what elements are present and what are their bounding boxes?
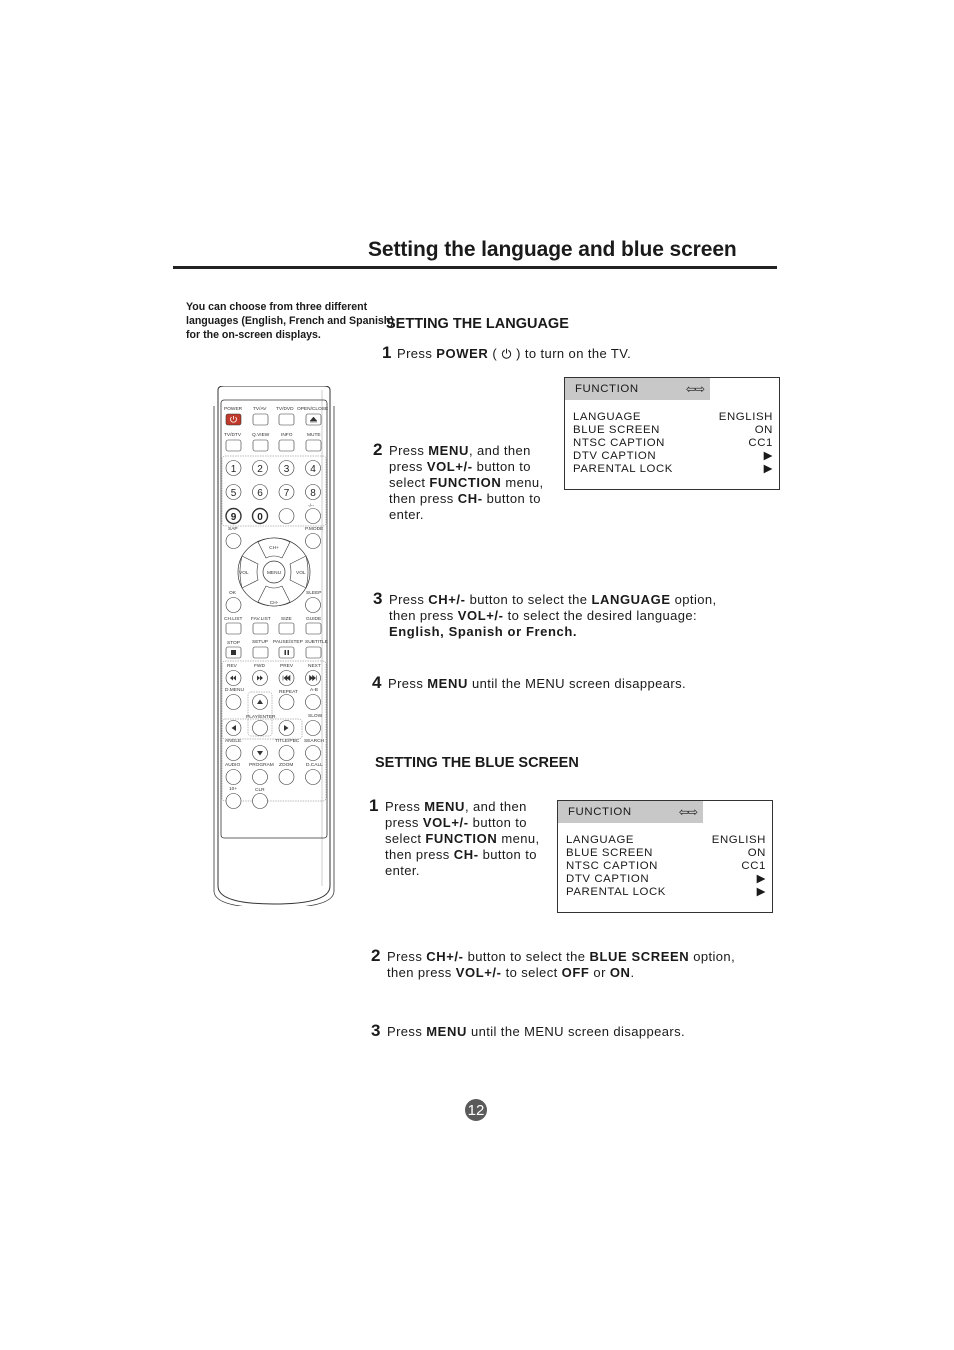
svg-text:3: 3 (283, 464, 290, 475)
blue-step1-number: 1 (369, 796, 379, 815)
language-step4-text: Press MENU until the MENU screen disappears. (388, 676, 687, 691)
svg-text:SLEEP: SLEEP (306, 591, 322, 596)
language-step1-number: 1 (382, 343, 392, 362)
left-right-arrows-icon: ⇦⇨ (678, 805, 697, 819)
svg-text:PROGRAM: PROGRAM (249, 763, 274, 768)
osd-row-language: LANGUAGE ENGLISH (573, 411, 773, 423)
svg-text:ANGLE: ANGLE (225, 739, 242, 744)
svg-text:SETUP: SETUP (252, 640, 268, 645)
osd-row-blue-screen: BLUE SCREEN ON (573, 424, 773, 436)
language-section-heading: SETTING THE LANGUAGE (386, 316, 569, 332)
osd-menu-header: FUNCTION ⇦⇨ (558, 801, 703, 823)
language-step2-number: 2 (373, 440, 383, 459)
remote-label-tvdvd: TV/DVD (276, 407, 294, 412)
language-step3-number: 3 (373, 589, 383, 608)
svg-text:VOL: VOL (296, 571, 306, 576)
remote-tvav-button (253, 414, 268, 425)
stop-icon (231, 650, 236, 655)
svg-text:7: 7 (283, 488, 290, 499)
blue-step2-text: Press CH+/- button to select the BLUE SCREEN option, then press VOL+/- to select OFF or ON. (387, 949, 736, 980)
intro-text: You can choose from three different languages (English, French and Spanish) for the on-screen displays. (186, 301, 394, 341)
svg-text:SAP: SAP (228, 527, 238, 532)
svg-text:OK: OK (229, 591, 236, 596)
svg-text:MUTE: MUTE (307, 433, 321, 438)
svg-text:0: 0 (257, 512, 263, 523)
remote-label-power: POWER (224, 407, 243, 412)
remote-label-tvav: TV/AV (253, 407, 267, 412)
svg-text:PLAY/ENTER: PLAY/ENTER (246, 715, 276, 720)
language-step2-text: Press MENU, and then press VOL+/- button to select FUNCTION menu, then press CH- button to enter. (389, 443, 544, 522)
blue-screen-section-heading: SETTING THE BLUE SCREEN (375, 755, 579, 771)
svg-text:SLOW: SLOW (308, 714, 323, 719)
svg-text:SUBTITLE: SUBTITLE (305, 640, 328, 645)
svg-text:10+: 10+ (229, 787, 238, 792)
svg-text:AUDIO: AUDIO (225, 763, 241, 768)
osd-row-ntsc-caption: NTSC CAPTION CC1 (573, 437, 773, 449)
remote-tvdvd-button (279, 414, 294, 425)
blue-step3-number: 3 (371, 1021, 381, 1040)
svg-text:SEARCH: SEARCH (304, 739, 324, 744)
svg-text:-/--: -/-- (308, 504, 315, 509)
svg-text:4: 4 (310, 464, 316, 475)
svg-text:FWD: FWD (254, 664, 265, 669)
svg-text:D.MENU: D.MENU (225, 688, 244, 693)
svg-text:5: 5 (230, 488, 237, 499)
svg-text:CH.LIST: CH.LIST (224, 617, 243, 622)
left-right-arrows-icon: ⇦⇨ (685, 382, 704, 396)
blue-step2-number: 2 (371, 946, 381, 965)
svg-text:PAUSE/STEP: PAUSE/STEP (273, 640, 303, 645)
remote-label-open-close: OPEN/CLOSE (297, 407, 329, 412)
osd-row-parental-lock: PARENTAL LOCK ▶ (573, 463, 773, 475)
svg-text:8: 8 (310, 488, 316, 499)
svg-text:6: 6 (257, 488, 263, 499)
svg-text:INFO: INFO (281, 433, 293, 438)
language-step4-number: 4 (372, 673, 382, 692)
osd-row-language: LANGUAGE ENGLISH (566, 834, 766, 846)
svg-text:CLR: CLR (255, 788, 265, 793)
language-step3-text: Press CH+/- button to select the LANGUAGE option, then press VOL+/- to select the desired language: English, Spanish or French. (389, 592, 717, 639)
blue-step3-text: Press MENU until the MENU screen disappears. (387, 1024, 686, 1039)
svg-text:Q.VIEW: Q.VIEW (252, 433, 270, 438)
language-step1-text: Press POWER ( ) to turn on the TV. (397, 346, 632, 361)
svg-text:SIZE: SIZE (281, 617, 292, 622)
power-symbol-icon (501, 348, 512, 359)
svg-text:VOL: VOL (239, 571, 249, 576)
svg-text:ZOOM: ZOOM (279, 763, 294, 768)
svg-text:REPEAT: REPEAT (279, 690, 298, 695)
title-divider (173, 266, 777, 269)
svg-text:TITLE/PBC: TITLE/PBC (275, 739, 300, 744)
svg-text:9: 9 (230, 512, 237, 523)
osd-row-dtv-caption: DTV CAPTION ▶ (573, 450, 773, 462)
svg-text:CH+: CH+ (269, 546, 279, 551)
svg-text:MENU: MENU (266, 571, 282, 576)
remote-control-illustration (212, 386, 336, 906)
svg-text:PREV: PREV (280, 664, 294, 669)
svg-text:GUIDE: GUIDE (306, 617, 322, 622)
osd-function-menu-language (564, 377, 780, 490)
page-title: Setting the language and blue screen (368, 238, 737, 261)
osd-row-dtv-caption: DTV CAPTION ▶ (566, 873, 766, 885)
osd-menu-header: FUNCTION ⇦⇨ (565, 378, 710, 400)
svg-text:1: 1 (230, 464, 237, 475)
osd-row-blue-screen: BLUE SCREEN ON (566, 847, 766, 859)
remote-navigation-pad (238, 538, 310, 606)
svg-text:STOP: STOP (227, 641, 240, 646)
svg-text:FAV.LIST: FAV.LIST (251, 617, 271, 622)
svg-text:NEXT: NEXT (308, 664, 321, 669)
svg-text:CH-: CH- (269, 601, 279, 606)
svg-text:TV/DTV: TV/DTV (224, 433, 242, 438)
osd-row-ntsc-caption: NTSC CAPTION CC1 (566, 860, 766, 872)
svg-text:A-B: A-B (310, 688, 318, 693)
blue-step1-text: Press MENU, and then press VOL+/- button to select FUNCTION menu, then press CH- button to enter. (385, 799, 540, 878)
svg-text:P.MODE: P.MODE (305, 527, 324, 532)
svg-text:2: 2 (257, 464, 263, 475)
page-number-badge: 12 (465, 1099, 487, 1121)
pause-icon (285, 650, 287, 655)
svg-text:D.CALL: D.CALL (306, 763, 323, 768)
osd-row-parental-lock: PARENTAL LOCK ▶ (566, 886, 766, 898)
osd-function-menu-blue-screen (557, 800, 773, 913)
svg-text:REV: REV (227, 664, 237, 669)
